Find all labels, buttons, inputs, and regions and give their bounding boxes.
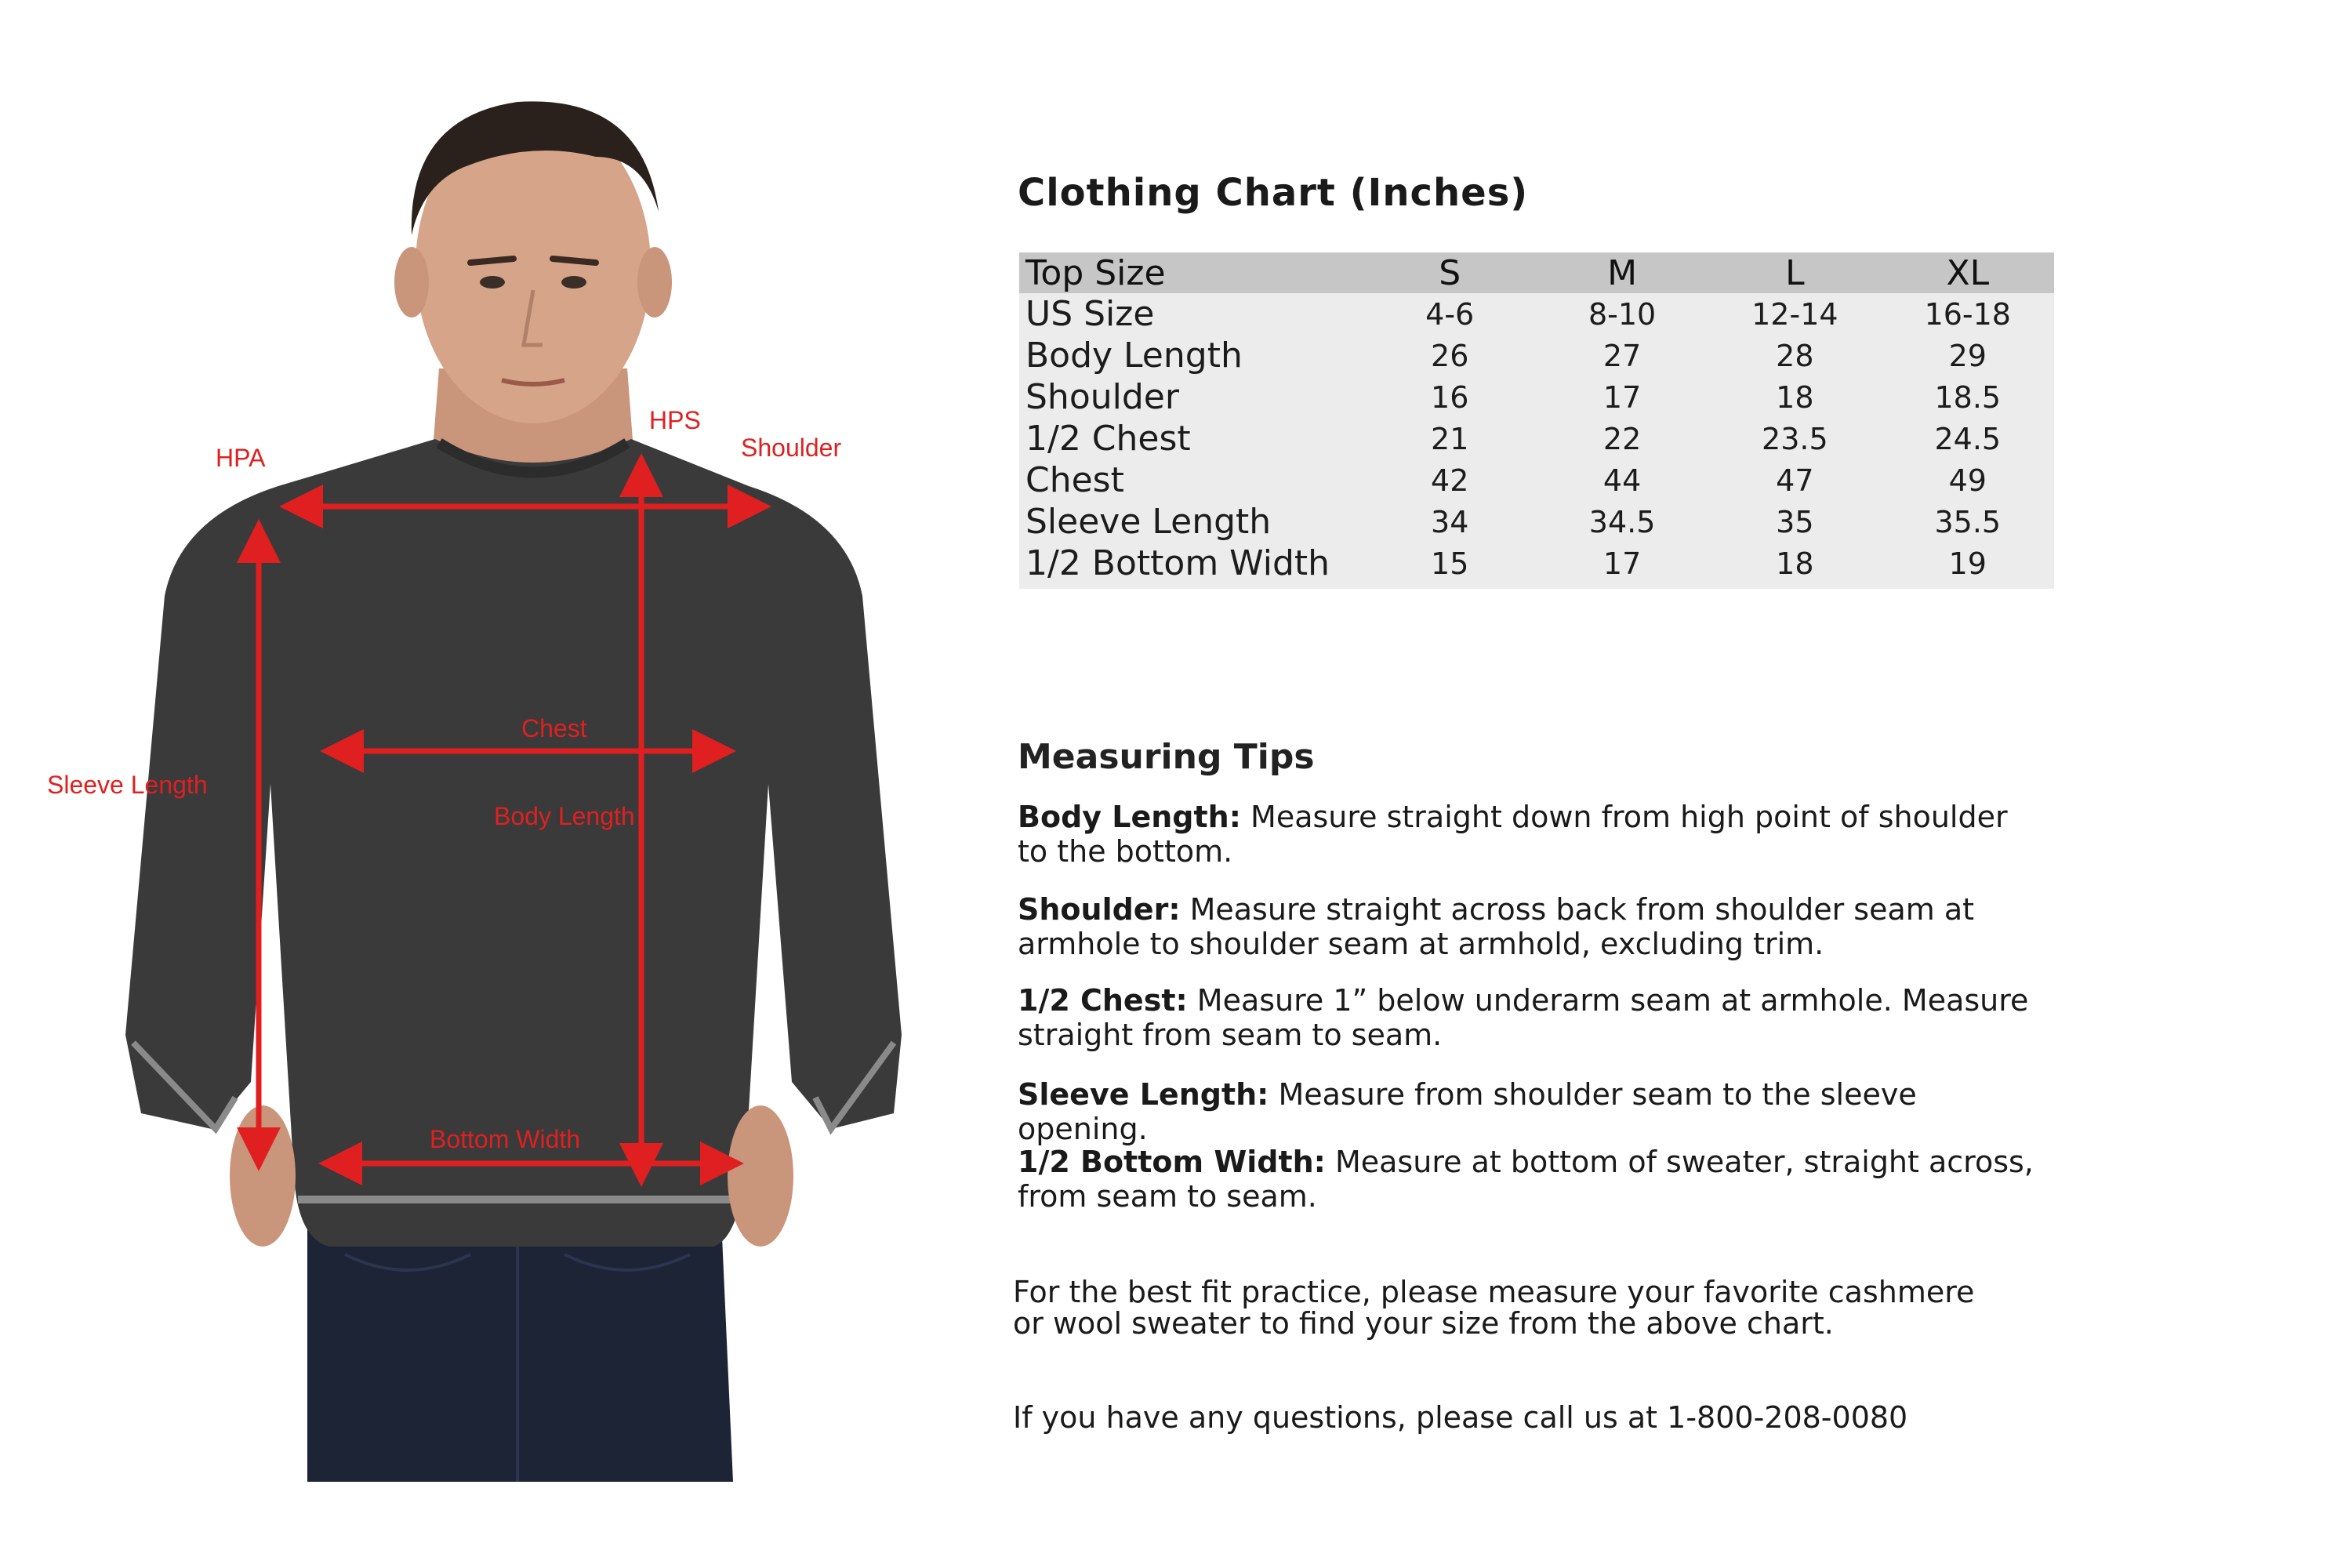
sleeve-length-label: Sleeve Length [47,771,208,799]
row-label: US Size [1019,293,1363,335]
tip-sleeve-length [1018,1077,2053,1146]
chest-label: Chest [521,714,587,742]
table-row [1019,376,2054,418]
tip-term: Body Length: [1018,800,1241,834]
table-cell: 35 [1708,501,1881,543]
note-line: For the best fit practice, please measure your favorite cashmere [1013,1275,1975,1309]
tip-text: straight from seam to seam. [1018,1018,1443,1052]
table-cell: 29 [1882,335,2054,376]
table-row [1019,293,2054,335]
shoulder-label: Shoulder [741,434,842,462]
tip-text: Measure 1” below underarm seam at armhole. Measure [1196,983,2029,1018]
table-cell: 16-18 [1882,293,2054,335]
row-label: Shoulder [1019,376,1363,418]
table-cell: 42 [1363,459,1536,501]
phone-text: If you have any questions, please call us at 1-800-208-0080 [1013,1400,1908,1435]
tip-half-bottom-width [1018,1145,2053,1214]
table-cell: 34.5 [1536,501,1708,543]
jeans [307,1219,733,1482]
table-cell: 49 [1882,459,2054,501]
table-cell: 12-14 [1708,293,1881,335]
header-cell: XL [1882,252,2054,293]
table-cell: 18 [1708,543,1881,589]
row-label: 1/2 Chest [1019,418,1363,459]
row-label: Body Length [1019,335,1363,376]
table-cell: 17 [1536,543,1708,589]
tip-text: Measure straight down from high point of shoulder [1250,800,2008,834]
hps-label: HPS [649,406,701,434]
table-cell: 27 [1536,335,1708,376]
best-fit-note [1013,1276,2063,1339]
table-row [1019,501,2054,543]
tip-text: to the bottom. [1018,834,1233,869]
row-label: 1/2 Bottom Width [1019,543,1363,589]
table-cell: 23.5 [1708,418,1881,459]
tip-text: armhole to shoulder seam at armhold, excluding trim. [1018,927,1824,961]
contact-note [1013,1402,2063,1433]
model-illustration [0,0,925,1490]
table-cell: 35.5 [1882,501,2054,543]
header-cell: M [1536,252,1708,293]
tip-shoulder [1018,892,2053,961]
table-row [1019,335,2054,376]
header-cell: S [1363,252,1536,293]
header-cell: Top Size [1019,252,1363,293]
table-cell: 18.5 [1882,376,2054,418]
table-cell: 21 [1363,418,1536,459]
tip-text: Measure straight across back from shoulder seam at [1189,892,1975,927]
size-chart-table [1019,252,2054,589]
body-length-label: Body Length [494,802,635,830]
table-cell: 24.5 [1882,418,2054,459]
header-cell: L [1708,252,1881,293]
table-cell: 17 [1536,376,1708,418]
hpa-label: HPA [216,444,266,472]
bottom-width-label: Bottom Width [430,1125,581,1153]
table-header-row [1019,252,2054,293]
table-cell: 22 [1536,418,1708,459]
table-cell: 15 [1363,543,1536,589]
table-cell: 4-6 [1363,293,1536,335]
tip-text: Measure from shoulder seam to the sleeve opening. [1018,1077,1917,1146]
table-cell: 19 [1882,543,2054,589]
table-row [1019,418,2054,459]
tip-term: Sleeve Length: [1018,1077,1269,1112]
tip-body-length [1018,800,2053,869]
right-hand [728,1105,793,1247]
table-cell: 28 [1708,335,1881,376]
table-cell: 18 [1708,376,1881,418]
chart-title: Clothing Chart (Inches) [1018,171,1529,215]
tip-half-chest [1018,983,2053,1052]
table-cell: 44 [1536,459,1708,501]
row-label: Chest [1019,459,1363,501]
table-cell: 26 [1363,335,1536,376]
table-cell: 8-10 [1536,293,1708,335]
tip-term: 1/2 Bottom Width: [1018,1145,1326,1179]
tip-text: from seam to seam. [1018,1179,1317,1214]
note-line: or wool sweater to find your size from the above chart. [1013,1306,1834,1341]
table-cell: 47 [1708,459,1881,501]
tip-term: Shoulder: [1018,892,1181,927]
table-row [1019,543,2054,589]
tips-title: Measuring Tips [1018,737,1315,777]
table-cell: 16 [1363,376,1536,418]
tip-text: Measure at bottom of sweater, straight across, [1334,1145,2034,1179]
row-label: Sleeve Length [1019,501,1363,543]
tip-term: 1/2 Chest: [1018,983,1188,1018]
table-cell: 34 [1363,501,1536,543]
left-hand [230,1105,296,1247]
table-row [1019,459,2054,501]
